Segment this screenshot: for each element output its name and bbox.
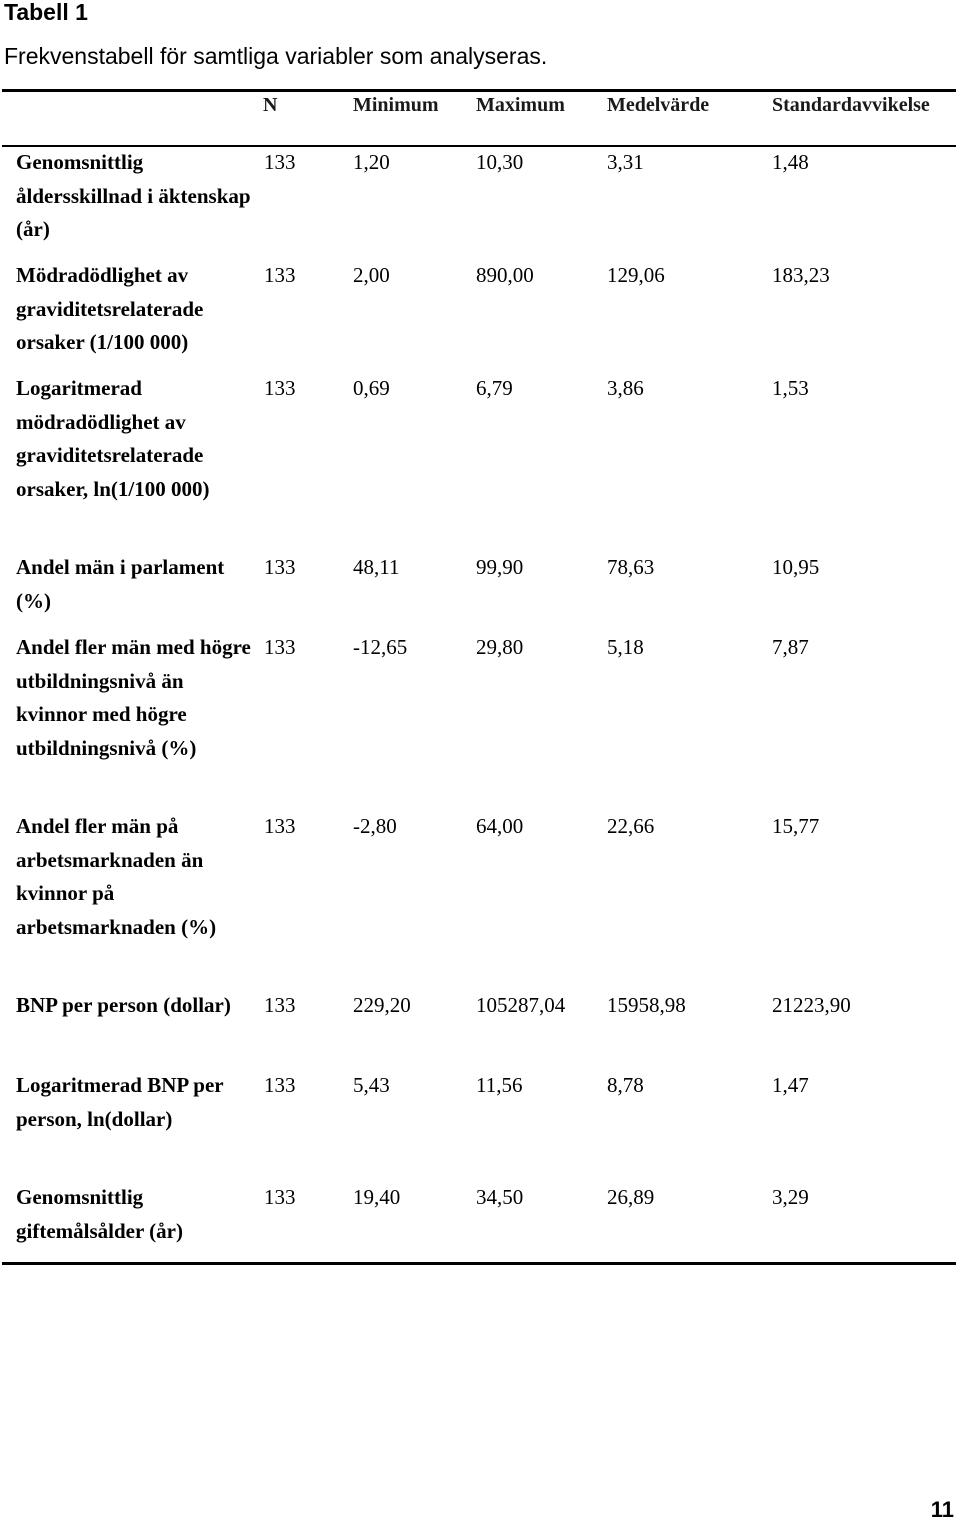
cell-std-dev: 1,47 bbox=[772, 1073, 809, 1097]
cell-std-dev: 7,87 bbox=[772, 635, 809, 659]
row-label: Andel män i parlament (%) bbox=[16, 555, 225, 613]
cell-maximum: 99,90 bbox=[476, 555, 524, 579]
cell-n: 133 bbox=[264, 814, 296, 838]
cell-std-dev: 3,29 bbox=[772, 1185, 809, 1209]
column-header-maximum: Maximum bbox=[476, 94, 565, 116]
row-label: Logaritmerad mödradödlighet av graviditetsrelaterade orsaker, ln(1/100 000) bbox=[16, 376, 210, 501]
column-header-minimum: Minimum bbox=[353, 94, 439, 116]
table-caption-text: Frekvenstabell för samtliga variabler som analyseras. bbox=[4, 43, 548, 69]
cell-maximum: 890,00 bbox=[476, 263, 534, 287]
column-header-std-dev: Standardavvikelse bbox=[772, 94, 930, 116]
cell-mean: 78,63 bbox=[607, 555, 655, 579]
cell-minimum: 19,40 bbox=[353, 1185, 401, 1209]
cell-n: 133 bbox=[264, 376, 296, 400]
row-label: Genomsnittlig giftemålsålder (år) bbox=[16, 1185, 183, 1243]
cell-n: 133 bbox=[264, 1185, 296, 1209]
cell-std-dev: 21223,90 bbox=[772, 993, 851, 1017]
cell-n: 133 bbox=[264, 555, 296, 579]
column-header-mean: Medelvärde bbox=[607, 94, 710, 116]
cell-maximum: 10,30 bbox=[476, 150, 524, 174]
cell-mean: 8,78 bbox=[607, 1073, 644, 1097]
cell-mean: 5,18 bbox=[607, 635, 644, 659]
row-label: Mödradödlighet av graviditetsrelaterade orsaker (1/100 000) bbox=[16, 263, 204, 354]
cell-n: 133 bbox=[264, 1073, 296, 1097]
cell-std-dev: 15,77 bbox=[772, 814, 820, 838]
row-label: BNP per person (dollar) bbox=[16, 993, 231, 1017]
cell-maximum: 34,50 bbox=[476, 1185, 524, 1209]
cell-maximum: 11,56 bbox=[476, 1073, 523, 1097]
cell-mean: 22,66 bbox=[607, 814, 655, 838]
cell-n: 133 bbox=[264, 635, 296, 659]
cell-maximum: 64,00 bbox=[476, 814, 524, 838]
page-number: 11 bbox=[930, 1497, 954, 1522]
row-label: Logaritmerad BNP per person, ln(dollar) bbox=[16, 1073, 224, 1131]
row-label: Genomsnittlig åldersskillnad i äktenskap (år) bbox=[16, 150, 251, 241]
cell-minimum: -2,80 bbox=[353, 814, 397, 838]
cell-mean: 3,86 bbox=[607, 376, 644, 400]
cell-std-dev: 1,48 bbox=[772, 150, 809, 174]
cell-std-dev: 1,53 bbox=[772, 376, 809, 400]
cell-std-dev: 10,95 bbox=[772, 555, 820, 579]
column-header-n: N bbox=[263, 94, 278, 116]
cell-minimum: 2,00 bbox=[353, 263, 390, 287]
cell-minimum: 5,43 bbox=[353, 1073, 390, 1097]
cell-n: 133 bbox=[264, 150, 296, 174]
cell-mean: 15958,98 bbox=[607, 993, 686, 1017]
row-label: Andel fler män på arbetsmarknaden än kvinnor på arbetsmarknaden (%) bbox=[16, 814, 217, 939]
cell-minimum: 1,20 bbox=[353, 150, 390, 174]
cell-n: 133 bbox=[264, 993, 296, 1017]
table-bottom-rule bbox=[2, 1262, 956, 1265]
cell-mean: 3,31 bbox=[607, 150, 644, 174]
row-label: Andel fler män med högre utbildningsnivå än kvinnor med högre utbildningsnivå (%) bbox=[16, 635, 251, 760]
cell-minimum: 229,20 bbox=[353, 993, 411, 1017]
cell-n: 133 bbox=[264, 263, 296, 287]
cell-mean: 129,06 bbox=[607, 263, 665, 287]
cell-maximum: 29,80 bbox=[476, 635, 524, 659]
cell-maximum: 105287,04 bbox=[476, 993, 566, 1017]
cell-maximum: 6,79 bbox=[476, 376, 513, 400]
cell-std-dev: 183,23 bbox=[772, 263, 830, 287]
cell-minimum: 0,69 bbox=[353, 376, 390, 400]
cell-mean: 26,89 bbox=[607, 1185, 655, 1209]
table-caption-number: Tabell 1 bbox=[4, 0, 88, 25]
cell-minimum: -12,65 bbox=[353, 635, 408, 659]
cell-minimum: 48,11 bbox=[353, 555, 400, 579]
